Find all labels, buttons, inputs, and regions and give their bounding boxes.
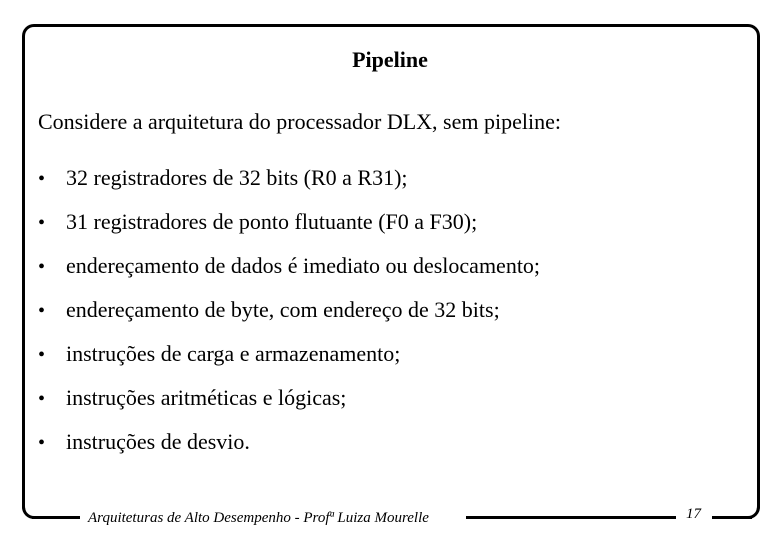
footer-text: Arquiteturas de Alto Desempenho - Profª Luiza Mourelle bbox=[88, 510, 429, 526]
bullet-icon: • bbox=[38, 300, 46, 322]
list-item bbox=[38, 296, 540, 340]
list-item-text: 32 registradores de 32 bits (R0 a R31); bbox=[66, 165, 408, 190]
list-item-text: endereçamento de dados é imediato ou deslocamento; bbox=[66, 253, 541, 278]
bullet-icon: • bbox=[38, 432, 46, 454]
footer-rule-left bbox=[32, 516, 80, 519]
page-number: 17 bbox=[686, 506, 701, 522]
list-item-text: instruções de desvio. bbox=[66, 429, 250, 454]
footer-rule-right bbox=[466, 516, 676, 519]
list-item bbox=[38, 428, 540, 472]
list-item bbox=[38, 384, 540, 428]
list-item-text: 31 registradores de ponto flutuante (F0 a F30); bbox=[66, 209, 478, 234]
bullet-list bbox=[38, 164, 540, 472]
list-item-text: instruções aritméticas e lógicas; bbox=[66, 385, 347, 410]
list-item bbox=[38, 252, 540, 296]
slide-title: Pipeline bbox=[352, 47, 428, 72]
intro-text: Considere a arquitetura do processador DLX, sem pipeline: bbox=[38, 109, 561, 134]
bullet-icon: • bbox=[38, 168, 46, 190]
list-item-text: endereçamento de byte, com endereço de 32 bits; bbox=[66, 297, 500, 322]
list-item bbox=[38, 340, 540, 384]
list-item bbox=[38, 208, 540, 252]
list-item bbox=[38, 164, 540, 208]
list-item-text: instruções de carga e armazenamento; bbox=[66, 341, 401, 366]
bullet-icon: • bbox=[38, 212, 46, 234]
footer-rule-end bbox=[712, 516, 752, 519]
bullet-icon: • bbox=[38, 388, 46, 410]
bullet-icon: • bbox=[38, 344, 46, 366]
bullet-icon: • bbox=[38, 256, 46, 278]
